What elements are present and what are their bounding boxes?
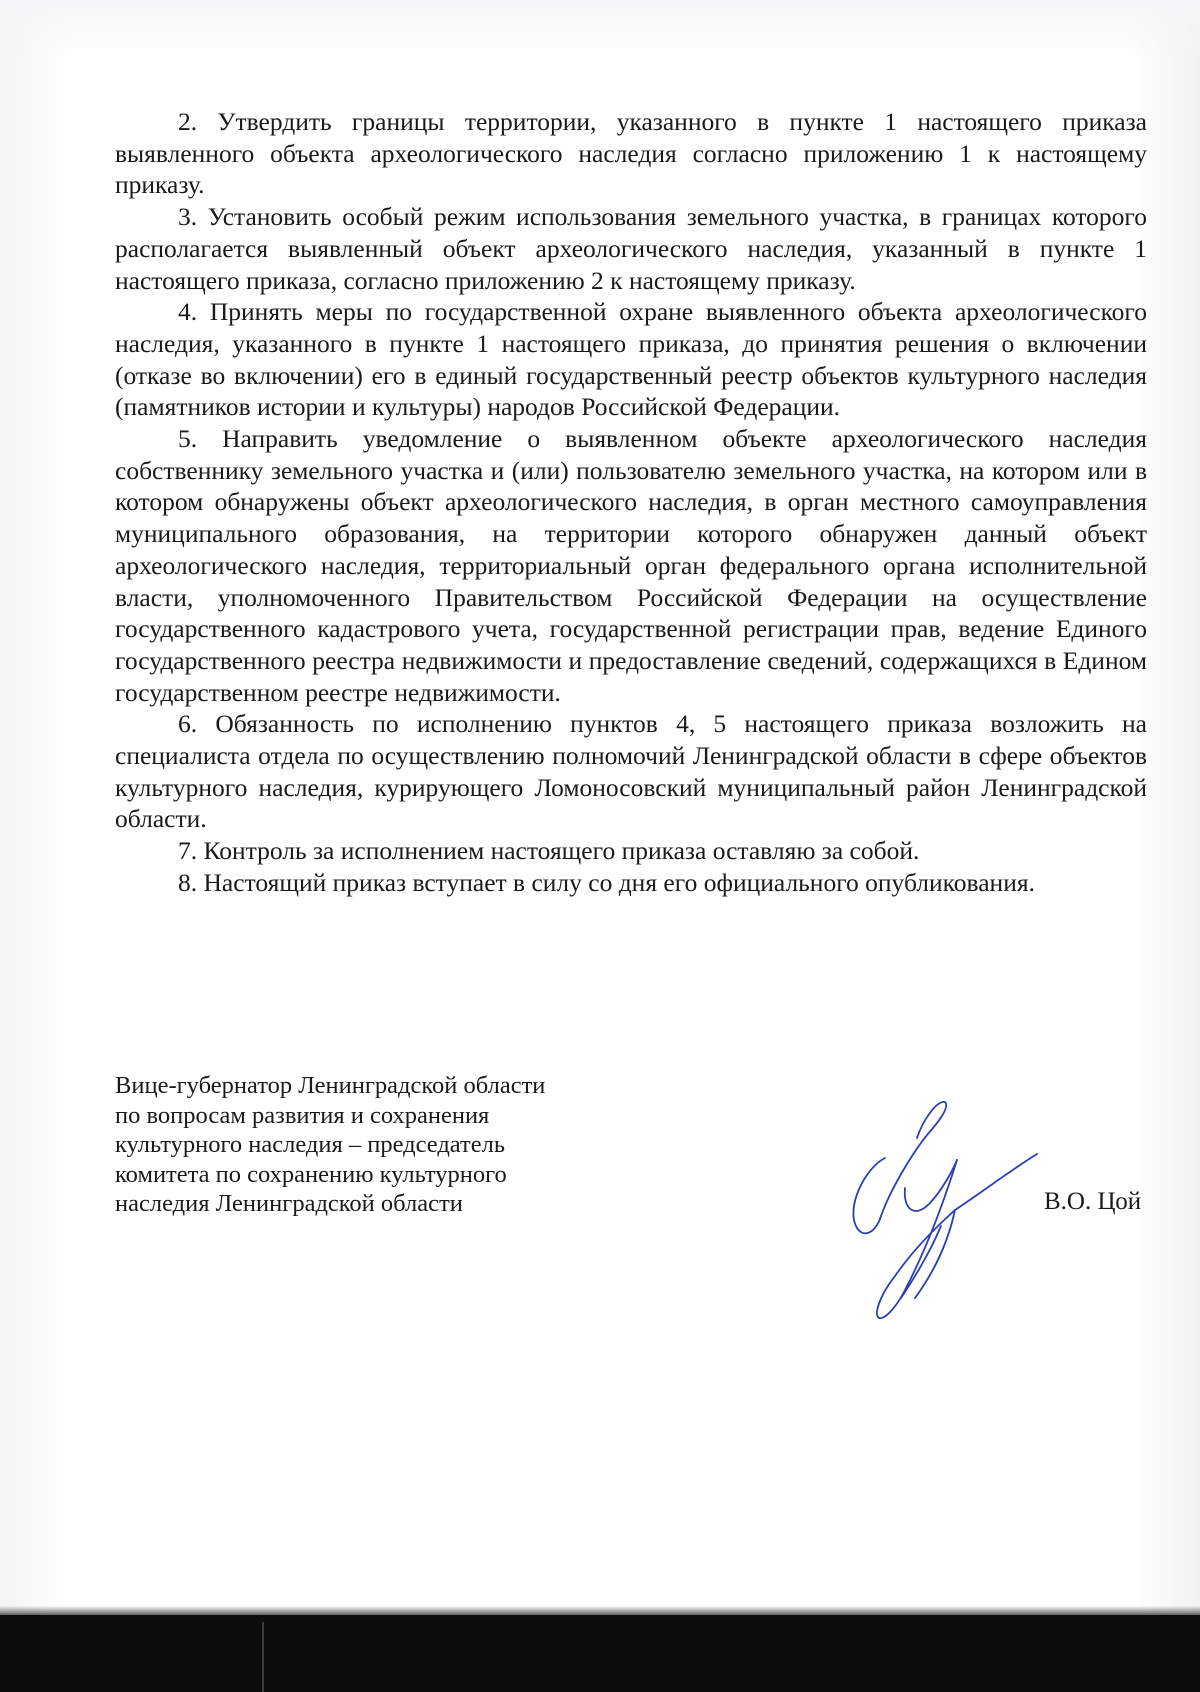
scan-top-shade: [0, 0, 1200, 60]
paragraph-6: 6. Обязанность по исполнению пунктов 4, 5 настоящего приказа возложить на специалиста отдела по осуществлению полномочий Ленинградской области в сфере объектов культурного наследия, курирующего Ломоносовский муниципальный район Ленинградской области.: [115, 709, 1147, 834]
paragraph-8: 8. Настоящий приказ вступает в силу со дня его официального опубликования.: [178, 867, 1035, 897]
signature-stroke: [901, 1226, 941, 1298]
position-line: наследия Ленинградской области: [115, 1190, 463, 1217]
position-line: комитета по сохранению культурного: [115, 1160, 507, 1188]
paragraph-5: 5. Направить уведомление о выявленном объекте археологического наследия собственнику земельного участка и (или) пользователю земельного участка, на котором или в котором обнаружены объект археологического наследия, в орган местного самоуправления муниципального образования, на территории которого обнаружен данный объект археологического наследия, территориальный орган федерального органа исполнительной власти, уполномоченного Правительством Российской Федерации на осуществление государственного кадастрового учета, государственной регистрации прав, ведение Единого государственного реестра недвижимости и предоставление сведений, содержащихся в Едином государственном реестре недвижимости.: [115, 424, 1147, 707]
paragraph-4: 4. Принять меры по государственной охране выявленного объекта археологического наследия, указанного в пункте 1 настоящего приказа, до принятия решения о включении (отказе во включении) его в единый государственный реестр объектов культурного наследия (памятников истории и культуры) народов Российской Федерации.: [115, 297, 1147, 422]
scan-bottom-bar: [0, 1615, 1200, 1692]
handwritten-signature: [845, 1098, 1045, 1328]
paragraph-7: 7. Контроль за исполнением настоящего приказа оставляю за собой.: [178, 836, 920, 866]
position-line: по вопросам развития и сохранения: [115, 1101, 490, 1129]
signature-stroke: [881, 1102, 946, 1216]
scan-bar-seam: [262, 1622, 264, 1692]
paragraph-2: 2. Утвердить границы территории, указанного в пункте 1 настоящего приказа выявленного объекта археологического наследия согласно приложению 1 к настоящему приказу.: [115, 107, 1147, 200]
order-body: [115, 106, 1147, 899]
position-line: культурного наследия – председатель: [115, 1131, 506, 1158]
signature-stroke: [955, 1154, 1037, 1210]
paragraph-3: 3. Установить особый режим использования земельного участка, в границах которого располагается выявленный объект археологического наследия, указанный в пункте 1 настоящего приказа, согласно приложению 2 к настоящему приказу.: [115, 202, 1147, 295]
signer-name: В.О. Цой: [1044, 1188, 1142, 1215]
position-line: Вице-губернатор Ленинградской области: [115, 1072, 546, 1099]
signatory-position: [115, 1071, 635, 1219]
signature-stroke: [853, 1158, 885, 1233]
